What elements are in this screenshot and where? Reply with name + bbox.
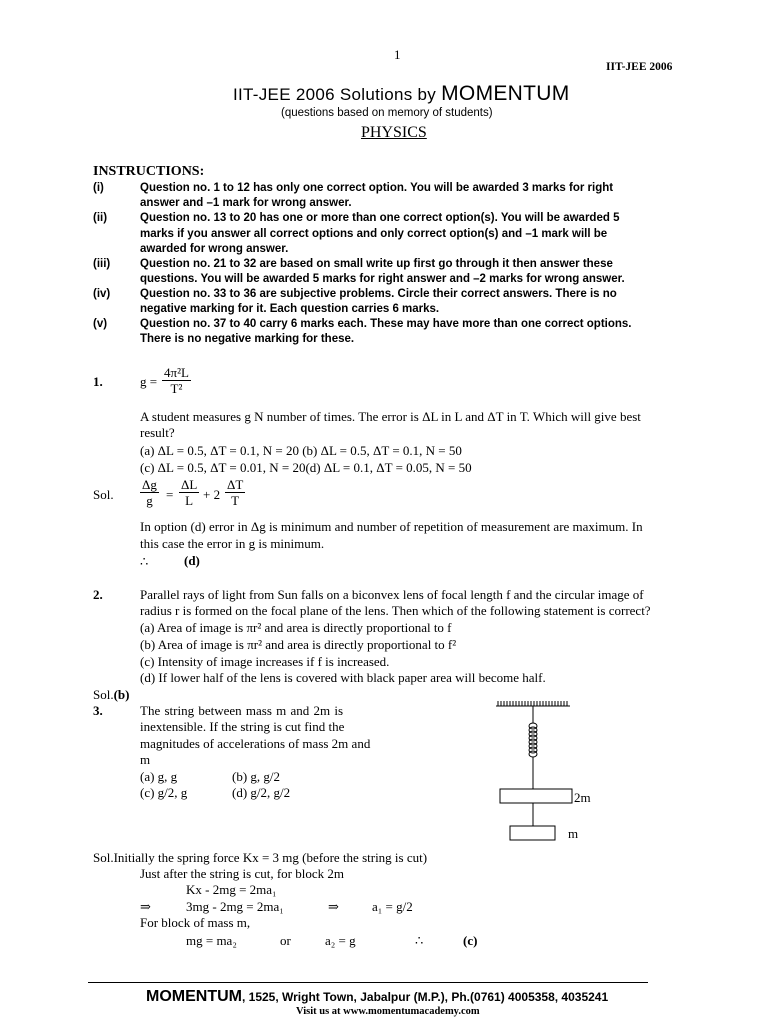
footer-address-text: , 1525, Wright Town, Jabalpur (M.P.), Ph.(0761) 4005358, 4035241 — [241, 990, 609, 1004]
q3-text: The string between mass m and 2m is — [140, 703, 344, 718]
q1-text: A student measures g N number of times. The error is ΔL in L and ΔT in T. Which will give best — [140, 409, 641, 424]
implies-symbol: ⇒ — [328, 899, 339, 914]
title-brand: MOMENTUM — [441, 82, 570, 105]
q1-explanation: In option (d) error in Δg is minimum and number of repetition of measurement are maximum. In — [140, 519, 643, 534]
q3-option-d: (d) g/2, g/2 — [232, 785, 291, 800]
q1-sol-label: Sol. — [93, 487, 114, 502]
q3-sol-result: a₂ = g — [325, 933, 356, 948]
instruction-text: Question no. 33 to 36 are subjective problems. Circle their correct answers. There is no — [140, 288, 617, 300]
instruction-label: (ii) — [93, 212, 108, 224]
sol-plus: + 2 — [203, 487, 221, 502]
instruction-text: marks if you answer all correct options and only correct option(s) and –1 mark will be — [140, 228, 608, 240]
q3-sol-equation: mg = ma₂ — [186, 933, 237, 948]
q3-sol-line: For block of mass m, — [140, 915, 251, 930]
instruction-label: (i) — [93, 182, 104, 194]
q3-sol-result: a₁ = g/2 — [372, 899, 413, 914]
q2-sol-label: Sol. — [93, 687, 114, 702]
exam-tag: IIT-JEE 2006 — [606, 61, 673, 73]
q3-text: inextensible. If the string is cut find the — [140, 719, 345, 734]
q3-sol-equation: Kx - 2mg = 2ma₁ — [186, 882, 277, 897]
sol-fraction-dg — [140, 477, 159, 508]
spring-coil — [529, 723, 537, 757]
instruction-text: answer and –1 mark for wrong answer. — [140, 197, 352, 209]
instruction-text: Question no. 13 to 20 has one or more than one correct option(s). You will be awarded 5 — [140, 212, 620, 224]
instruction-text: There is no negative marking for these. — [140, 333, 355, 345]
q2-answer: (b) — [113, 687, 130, 702]
q3-sol-line: Sol.Initially the spring force Kx = 3 mg (before the string is cut) — [93, 850, 428, 865]
subject-heading: PHYSICS — [361, 124, 427, 141]
label-2m: 2m — [574, 790, 591, 805]
therefore-symbol: ∴ — [140, 554, 149, 569]
q3-sol-equation: 3mg - 2mg = 2ma₁ — [186, 899, 284, 914]
sol-frac-den: g — [146, 493, 153, 508]
q3-sol-or: or — [280, 933, 291, 948]
q3-text: magnitudes of accelerations of mass 2m and — [140, 736, 371, 751]
q1-options: (a) ΔL = 0.5, ΔT = 0.1, N = 20 (b) ΔL = 0.5, ΔT = 0.1, N = 50 — [140, 443, 462, 458]
q2-text: radius r is formed on the focal plane of the lens. Then which of the following statement is correct? — [140, 603, 651, 618]
instruction-text: negative marking for it. Each question carries 6 marks. — [140, 303, 440, 315]
q1-eq-lhs: g = — [140, 374, 158, 389]
q2-solution — [93, 687, 129, 703]
q1-formula-numerator: 4π²L — [164, 365, 189, 380]
sol-equals: = — [166, 487, 174, 502]
sol-fraction-dt — [225, 477, 245, 508]
sol-fraction-dl — [179, 477, 199, 508]
q2-text: Parallel rays of light from Sun falls on a biconvex lens of focal length f and the circular image of — [140, 587, 644, 602]
instruction-text: questions. You will be awarded 5 marks for right answer and –2 marks for wrong answer. — [140, 273, 625, 285]
page-title — [233, 82, 570, 106]
instruction-text: Question no. 1 to 12 has only one correct option. You will be awarded 3 marks for right — [140, 182, 614, 194]
block-2m — [500, 789, 572, 803]
subtitle: (questions based on memory of students) — [281, 107, 493, 119]
sol-frac-num: ΔL — [181, 477, 198, 492]
therefore-symbol: ∴ — [415, 933, 424, 948]
title-prefix: IIT-JEE 2006 Solutions by — [233, 85, 442, 104]
footer-brand: MOMENTUM — [146, 988, 242, 1005]
q1-options: (c) ΔL = 0.5, ΔT = 0.01, N = 20(d) ΔL = 0.1, ΔT = 0.05, N = 50 — [140, 460, 472, 475]
label-m: m — [568, 826, 579, 841]
q3-option-a: (a) g, g — [140, 769, 178, 784]
q2-number: 2. — [93, 587, 103, 602]
q2-option: (b) Area of image is πr² and area is directly proportional to f² — [140, 637, 457, 652]
instruction-text: Question no. 37 to 40 carry 6 marks each. These may have more than one correct options. — [140, 318, 632, 330]
spring-mass-figure — [490, 698, 610, 848]
instruction-text: Question no. 21 to 32 are based on small write up first go through it then answer these — [140, 258, 613, 270]
q1-formula-fraction — [162, 365, 191, 396]
q1-number: 1. — [93, 374, 103, 389]
sol-frac-den: T — [231, 493, 240, 508]
footer-website: Visit us at www.momentumacademy.com — [296, 1006, 480, 1017]
ceiling-hatch — [498, 701, 567, 706]
page-number: 1 — [394, 47, 401, 62]
instruction-label: (v) — [93, 318, 108, 330]
sol-frac-num: ΔT — [227, 477, 244, 492]
q3-number: 3. — [93, 703, 103, 718]
instructions-heading: INSTRUCTIONS: — [93, 164, 205, 179]
footer-rule — [88, 982, 648, 983]
footer-address — [146, 988, 608, 1006]
q1-formula-denominator: T² — [170, 381, 183, 396]
sol-frac-num: Δg — [142, 477, 157, 492]
implies-symbol: ⇒ — [140, 899, 151, 914]
q2-option: (d) If lower half of the lens is covered with black paper area will become half. — [140, 670, 546, 685]
q3-option-c: (c) g/2, g — [140, 785, 188, 800]
q3-text: m — [140, 752, 151, 767]
q2-option: (a) Area of image is πr² and area is directly proportional to f — [140, 620, 452, 635]
q3-answer: (c) — [463, 933, 478, 948]
block-m — [510, 826, 555, 840]
instruction-text: awarded for wrong answer. — [140, 243, 289, 255]
q2-option: (c) Intensity of image increases if f is increased. — [140, 654, 390, 669]
instruction-label: (iv) — [93, 288, 111, 300]
q3-sol-line: Just after the string is cut, for block 2m — [140, 866, 344, 881]
q1-explanation: this case the error in g is minimum. — [140, 536, 325, 551]
q1-answer: (d) — [184, 553, 200, 568]
instruction-label: (iii) — [93, 258, 111, 270]
sol-frac-den: L — [185, 493, 194, 508]
q1-text: result? — [140, 425, 175, 440]
q3-option-b: (b) g, g/2 — [232, 769, 281, 784]
